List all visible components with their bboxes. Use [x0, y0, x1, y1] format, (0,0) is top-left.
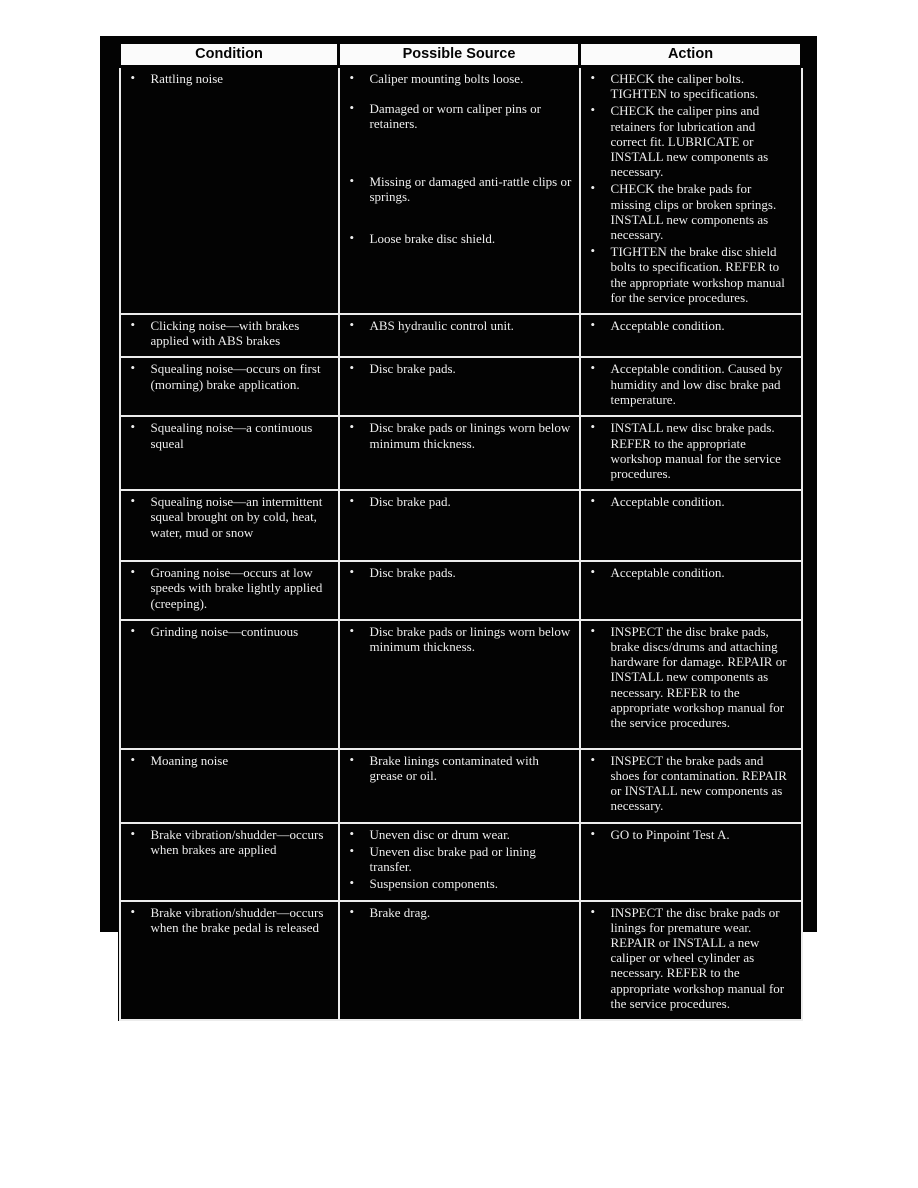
list-item: • ABS hydraulic control unit.	[342, 318, 573, 333]
condition-list	[123, 905, 332, 935]
list-item: • INSPECT the disc brake pads or linings for premature wear. REPAIR or INSTALL a new caliper or wheel cylinder as necessary. REFER to the appropriate workshop manual for the service procedures.	[583, 905, 795, 1011]
table-row	[120, 749, 802, 823]
table-row	[120, 67, 802, 315]
source-cell	[339, 561, 580, 620]
list-item: • Squealing noise—an intermittent squeal brought on by cold, heat, water, mud or snow	[123, 494, 332, 540]
table-row	[120, 561, 802, 620]
list-item: • INSPECT the disc brake pads, brake discs/drums and attaching hardware for damage. REPAIR or INSTALL new components as necessary. REFER to the appropriate workshop manual for the service procedures.	[583, 624, 795, 730]
action-cell	[580, 314, 802, 357]
condition-list	[123, 753, 332, 768]
action-cell	[580, 67, 802, 315]
condition-list	[123, 420, 332, 450]
list-item: • Brake vibration/shudder—occurs when brakes are applied	[123, 827, 332, 857]
list-item: • Acceptable condition. Caused by humidity and low disc brake pad temperature.	[583, 361, 795, 407]
list-item: • Damaged or worn caliper pins or retainers.	[342, 101, 573, 131]
list-item: • Brake drag.	[342, 905, 573, 920]
condition-cell	[120, 314, 339, 357]
table-row	[120, 620, 802, 749]
source-list	[342, 905, 573, 920]
action-list	[583, 565, 795, 580]
table-row	[120, 416, 802, 490]
action-list	[583, 905, 795, 1011]
condition-cell	[120, 357, 339, 416]
action-list	[583, 753, 795, 814]
condition-cell	[120, 490, 339, 561]
action-cell	[580, 490, 802, 561]
list-item: • GO to Pinpoint Test A.	[583, 827, 795, 842]
list-item: • Acceptable condition.	[583, 494, 795, 509]
source-list	[342, 565, 573, 580]
action-cell	[580, 357, 802, 416]
source-cell	[339, 620, 580, 749]
table-row	[120, 357, 802, 416]
action-list	[583, 318, 795, 333]
source-list	[342, 420, 573, 450]
list-item: • Missing or damaged anti-rattle clips or springs.	[342, 174, 573, 204]
list-item: • Disc brake pads.	[342, 361, 573, 376]
condition-list	[123, 71, 332, 86]
source-cell	[339, 901, 580, 1020]
list-item: • Clicking noise—with brakes applied with ABS brakes	[123, 318, 332, 348]
brake-noise-diagnostic-table	[118, 42, 803, 1021]
condition-cell	[120, 620, 339, 749]
list-item: • Acceptable condition.	[583, 318, 795, 333]
list-item: • Grinding noise—continuous	[123, 624, 332, 639]
list-item: • Brake vibration/shudder—occurs when the brake pedal is released	[123, 905, 332, 935]
source-list	[342, 71, 573, 246]
list-item: • Uneven disc brake pad or lining transfer.	[342, 844, 573, 874]
source-list	[342, 624, 573, 654]
action-cell	[580, 823, 802, 901]
source-cell	[339, 416, 580, 490]
action-list	[583, 420, 795, 481]
header-row	[120, 43, 802, 67]
source-cell	[339, 314, 580, 357]
condition-list	[123, 318, 332, 348]
list-item: • Rattling noise	[123, 71, 332, 86]
list-item: • INSTALL new disc brake pads. REFER to the appropriate workshop manual for the service procedures.	[583, 420, 795, 481]
action-cell	[580, 561, 802, 620]
list-item: • Acceptable condition.	[583, 565, 795, 580]
table-row	[120, 314, 802, 357]
condition-cell	[120, 67, 339, 315]
source-cell	[339, 490, 580, 561]
list-item: • Disc brake pads.	[342, 565, 573, 580]
list-item: • Disc brake pads or linings worn below minimum thickness.	[342, 624, 573, 654]
list-item: • Loose brake disc shield.	[342, 231, 573, 246]
condition-list	[123, 624, 332, 639]
header-action: Action	[580, 43, 802, 67]
list-item: • Disc brake pads or linings worn below minimum thickness.	[342, 420, 573, 450]
action-cell	[580, 620, 802, 749]
source-list	[342, 494, 573, 509]
condition-cell	[120, 823, 339, 901]
list-item: • INSPECT the brake pads and shoes for contamination. REPAIR or INSTALL new components as necessary.	[583, 753, 795, 814]
list-item: • Caliper mounting bolts loose.	[342, 71, 573, 86]
list-item: • Squealing noise—occurs on first (morning) brake application.	[123, 361, 332, 391]
source-cell	[339, 823, 580, 901]
table-row	[120, 490, 802, 561]
list-item: • CHECK the brake pads for missing clips or broken springs. INSTALL new components as necessary.	[583, 181, 795, 242]
list-item: • Squealing noise—a continuous squeal	[123, 420, 332, 450]
diagnostic-table-scan	[100, 36, 817, 1011]
source-cell	[339, 67, 580, 315]
source-list	[342, 318, 573, 333]
action-list	[583, 71, 795, 305]
condition-cell	[120, 416, 339, 490]
action-cell	[580, 749, 802, 823]
list-item: • CHECK the caliper pins and retainers for lubrication and correct fit. LUBRICATE or INSTALL new components as necessary.	[583, 103, 795, 179]
list-item: • Disc brake pad.	[342, 494, 573, 509]
condition-list	[123, 565, 332, 611]
table-row	[120, 901, 802, 1020]
source-cell	[339, 749, 580, 823]
condition-list	[123, 494, 332, 540]
table-header	[120, 43, 802, 67]
action-cell	[580, 901, 802, 1020]
condition-cell	[120, 749, 339, 823]
list-item: • TIGHTEN the brake disc shield bolts to specification. REFER to the appropriate workshop manual for the service procedures.	[583, 244, 795, 305]
source-list	[342, 361, 573, 376]
condition-list	[123, 827, 332, 857]
list-item: • Moaning noise	[123, 753, 332, 768]
list-item: • Brake linings contaminated with grease or oil.	[342, 753, 573, 783]
condition-list	[123, 361, 332, 391]
action-cell	[580, 416, 802, 490]
table-body	[120, 67, 802, 1020]
action-list	[583, 827, 795, 842]
source-cell	[339, 357, 580, 416]
action-list	[583, 624, 795, 730]
condition-cell	[120, 901, 339, 1020]
list-item: • Uneven disc or drum wear.	[342, 827, 573, 842]
source-list	[342, 827, 573, 892]
action-list	[583, 361, 795, 407]
action-list	[583, 494, 795, 509]
condition-cell	[120, 561, 339, 620]
list-item: • Suspension components.	[342, 876, 573, 891]
header-possible-source: Possible Source	[339, 43, 580, 67]
header-condition: Condition	[120, 43, 339, 67]
table-row	[120, 823, 802, 901]
list-item: • Groaning noise—occurs at low speeds with brake lightly applied (creeping).	[123, 565, 332, 611]
list-item: • CHECK the caliper bolts. TIGHTEN to specifications.	[583, 71, 795, 101]
source-list	[342, 753, 573, 783]
